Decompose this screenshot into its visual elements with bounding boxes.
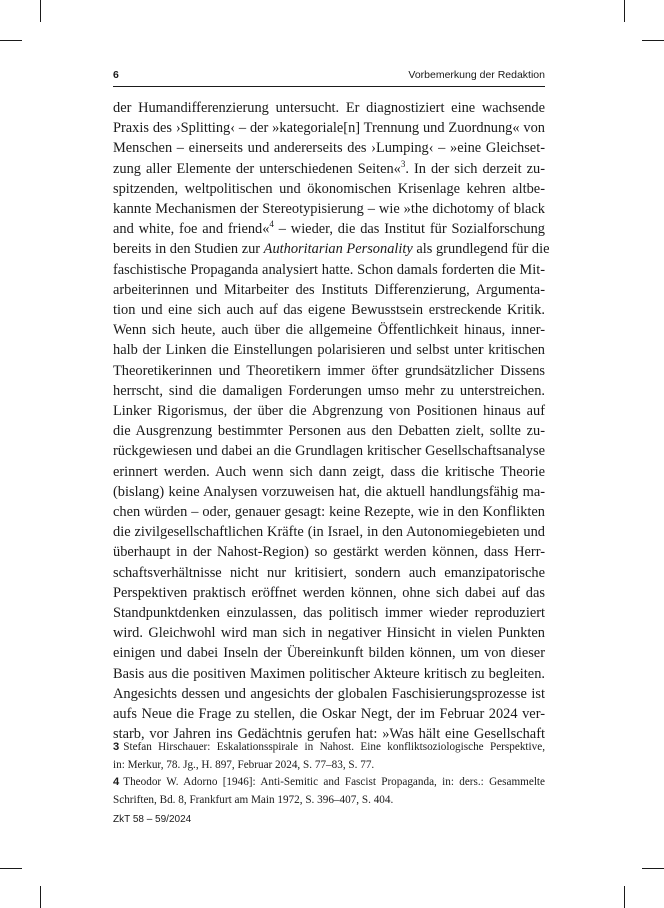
crop-mark bbox=[624, 0, 625, 22]
footnotes bbox=[113, 739, 545, 809]
text-line: Praxis des ›Splitting‹ – der »kategoriale[n] Trennung und Zuordnung« von bbox=[113, 120, 545, 137]
footnote-3-line bbox=[113, 739, 545, 757]
text-line: starb, vor Jahren ins Gedächtnis gerufen hat: »Was hält eine Gesellschaft bbox=[113, 726, 545, 743]
text-line: Perspektiven praktisch eröffnet werden können, ohne sich dabei auf das bbox=[113, 584, 545, 601]
text-line: Standpunktdenken einzulassen, das politisch immer wieder reproduziert bbox=[113, 605, 545, 622]
crop-mark bbox=[40, 0, 41, 22]
footnote-number: 3 bbox=[113, 741, 120, 753]
footnote-4-line: Schriften, Bd. 8, Frankfurt am Main 1972, S. 396–407, S. 404. bbox=[113, 793, 394, 806]
footnote-text: Stefan Hirschauer: Eskalationsspirale in Nahost. Eine konfliktsoziologische Perspektive, bbox=[123, 741, 545, 753]
book-title: Authoritarian Personality bbox=[263, 241, 413, 258]
text-line: tion und eine sich auch auf das eigene Bewusstsein erstreckende Kritik. bbox=[113, 302, 545, 319]
crop-mark bbox=[40, 886, 41, 908]
footnote-3-line: in: Merkur, 78. Jg., H. 897, Februar 2024, S. 77–83, S. 77. bbox=[113, 758, 375, 771]
header-rule bbox=[113, 86, 545, 87]
text-line: die zivilgesellschaftlichen Kräfte (in Israel, in den Autonomiegebieten und bbox=[113, 524, 545, 541]
text-line: einigen und dabei Inseln der Übereinkunft bilden können, um von dieser bbox=[113, 645, 545, 662]
crop-mark bbox=[642, 868, 664, 869]
text-line: Linker Rigorismus, der über die Abgrenzung von Positionen hinaus auf bbox=[113, 403, 545, 420]
text-line: der Humandifferenzierung untersucht. Er diagnostiziert eine wachsende bbox=[113, 100, 545, 116]
footnote-ref-4[interactable]: 4 bbox=[269, 219, 274, 230]
text-line bbox=[113, 159, 545, 179]
crop-mark bbox=[642, 40, 664, 41]
text-line: Angesichts dessen und angesichts der globalen Faschisierungsprozesse ist bbox=[113, 685, 545, 702]
page-number: 6 bbox=[113, 69, 119, 81]
text-line: erinnert werden. Auch wenn sich dann zeigt, dass die kritische Theorie bbox=[113, 463, 545, 480]
text-line: herrscht, sind die damaligen Forderungen umso mehr zu unterstreichen. bbox=[113, 382, 545, 399]
text-segment: als grundlegend für die bbox=[412, 241, 550, 258]
footnote-4-line bbox=[113, 774, 545, 792]
text-line: faschistische Propaganda analysiert hatte. Schon damals forderten die Mit- bbox=[113, 261, 545, 278]
body-text bbox=[113, 98, 550, 745]
page-footer: ZkT 58 – 59/2024 bbox=[113, 814, 192, 825]
text-line: (bislang) keine Analysen vorzuweisen hat, die aktuell handlungsfähig ma- bbox=[113, 483, 545, 500]
text-line: arbeiterinnen und Mitarbeiter des Instituts Differenzierung, Argumenta- bbox=[113, 281, 545, 298]
crop-mark bbox=[624, 886, 625, 908]
text-line: wird. Gleichwohl wird man sich in negativer Hinsicht in vielen Punkten bbox=[113, 625, 545, 642]
text-segment: . In der sich derzeit zu- bbox=[405, 160, 545, 177]
running-title: Vorbemerkung der Redaktion bbox=[408, 69, 545, 81]
text-line: Basis aus die positiven Maximen politischer Akteure kritisch zu begleiten. bbox=[113, 665, 545, 682]
text-segment: and white, foe and friend« bbox=[113, 221, 270, 238]
text-line: halb der Linken die Einstellungen polarisieren und selbst unter kritischen bbox=[113, 342, 545, 359]
text-segment: bereits in den Studien zur bbox=[113, 241, 264, 258]
text-line bbox=[113, 239, 550, 259]
crop-mark bbox=[0, 40, 22, 41]
text-segment: – wieder, die das Institut für Sozialforschung bbox=[273, 221, 546, 238]
text-line: die Ausgrenzung bestimmter Personen aus den Debatten zielt, sollte zu- bbox=[113, 423, 545, 440]
text-line: schaftsverhältnisse nicht nur kritisiert, sondern auch emanzipatorische bbox=[113, 564, 545, 581]
text-line: spitzenden, weltpolitischen und ökonomischen Krisenlage kehren altbe- bbox=[113, 180, 545, 197]
footnote-ref-3[interactable]: 3 bbox=[400, 158, 406, 169]
text-line: rückgewiesen und dabei an die Grundlagen kritischer Gesellschaftsanalyse bbox=[113, 443, 545, 460]
text-line: Theoretikerinnen und Theoretikern immer öfter grundsätzlicher Dissens bbox=[113, 362, 545, 379]
footnote-number: 4 bbox=[113, 776, 120, 789]
text-line: Menschen – einerseits und andererseits des ›Lumping‹ – »eine Gleichset- bbox=[113, 140, 545, 157]
text-line: Wenn sich heute, auch über die allgemeine Öffentlichkeit hinaus, inner- bbox=[113, 322, 545, 339]
text-line: aufs Neue die Frage zu stellen, die Oskar Negt, der im Februar 2024 ver- bbox=[113, 706, 545, 723]
text-segment: zung aller Elemente der unterschiedenen Seiten« bbox=[113, 160, 401, 177]
text-line bbox=[113, 219, 545, 239]
text-line: kannte Mechanismen der Stereotypisierung – wie »the dichotomy of black bbox=[113, 201, 545, 218]
crop-mark bbox=[0, 868, 22, 869]
text-line: chen würden – oder, genauer gesagt: keine Rezepte, wie in den Konflikten bbox=[113, 504, 545, 521]
text-line: überhaupt in der Nahost-Region) so gestärkt werden können, dass Herr- bbox=[113, 544, 545, 561]
page-header bbox=[113, 66, 545, 86]
footnote-text: Theodor W. Adorno [1946]: Anti-Semitic and Fascist Propaganda, in: ders.: Gesammelte bbox=[123, 776, 545, 789]
